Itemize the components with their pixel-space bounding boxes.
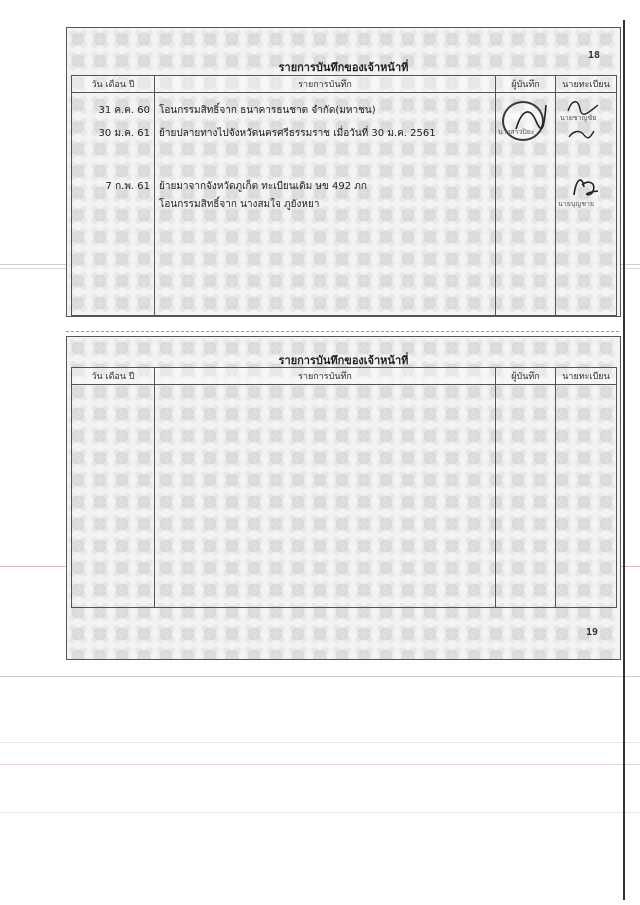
column-header-description: รายการบันทึก [155,368,496,385]
column-header-recorder: ผู้บันทึก [496,76,556,93]
entry-date: 31 ค.ค. 60 [98,105,150,116]
registrar-name-note: นายชาญชัย [560,114,597,122]
record-table [71,367,617,608]
column-header-registrar: นายทะเบียน [556,76,617,93]
table-header-row [72,76,617,93]
recorder-column [496,93,556,316]
section-title: รายการบันทึกของเจ้าหน้าที่ [278,354,409,367]
scan-edge-rule [623,20,625,900]
entry-description: โอนกรรมสิทธิ์จาก ธนาคารธนชาต จำกัด(มหาชน) [159,105,376,116]
table-row [72,385,617,608]
section-title: รายการบันทึกของเจ้าหน้าที่ [278,61,409,74]
page-number: 18 [587,50,600,61]
registrar-column [556,93,617,316]
scan-artifact-line [0,742,640,743]
entry-date: 30 ม.ค. 61 [98,128,150,139]
registrar-signature [568,173,604,199]
entry-description: ย้ายปลายทางไปจังหวัดนครศรีธรรมราช เมื่อวันที่ 30 ม.ค. 2561 [159,128,436,139]
recorder-column [496,385,556,608]
column-header-date: วัน เดือน ปี [72,368,155,385]
column-header-description: รายการบันทึก [155,76,496,93]
officer-record-page-top [66,27,621,317]
scan-artifact-line [0,764,640,765]
column-header-registrar: นายทะเบียน [556,368,617,385]
date-column [72,385,155,608]
table-header-row [72,368,617,385]
scan-artifact-line [0,812,640,813]
registrar-column [556,385,617,608]
entry-date: 7 ก.พ. 61 [105,181,150,192]
page-number: 19 [585,627,598,638]
table-row [72,93,617,316]
column-header-recorder: ผู้บันทึก [496,368,556,385]
description-column [155,385,496,608]
date-column [72,93,155,316]
recorder-name-note: นางสาวปิยะ [498,128,535,136]
description-column [155,93,496,316]
record-table [71,75,617,316]
registrar-name-note: นายบุญชาย [558,200,595,208]
scan-artifact-line [0,676,640,677]
officer-record-page-bottom [66,336,621,660]
entry-description: ย้ายมาจากจังหวัดภูเก็ต ทะเบียนเดิม ษข 492 ภก [159,181,367,192]
entry-description: โอนกรรมสิทธิ์จาก นางสมใจ ภูยังหยา [159,199,320,210]
column-header-date: วัน เดือน ปี [72,76,155,93]
registrar-signature [566,127,596,141]
